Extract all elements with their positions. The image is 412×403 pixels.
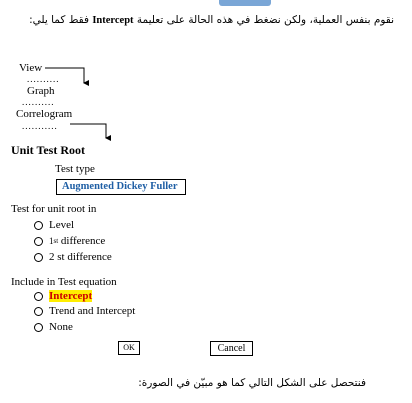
radio-intercept[interactable] (34, 290, 92, 302)
radio-second-difference[interactable] (34, 251, 112, 263)
radio-level-label: Level (49, 219, 75, 231)
menu-dots-3: ........... (22, 121, 58, 131)
include-label: Include in Test equation (11, 276, 117, 288)
radio-none-label: None (49, 321, 73, 333)
ok-button[interactable]: OK (118, 341, 140, 355)
intro-after: فقط كما يلي: (29, 14, 89, 26)
test-type-label: Test type (55, 163, 95, 175)
menu-dots-1: .......... (27, 74, 60, 84)
outro-paragraph: فنتحصل على الشكل التالي كما هو مبيّن في الصورة: (138, 377, 366, 389)
cancel-button[interactable]: Cancel (210, 341, 253, 356)
first-diff-label: difference (60, 235, 106, 247)
intro-before: نقوم بنفس العملية، ولكن نضغط في هذه الحالة على تعليمة (136, 14, 394, 26)
first-diff-sup: st (53, 237, 59, 245)
arrow-correlogram (70, 124, 106, 138)
menu-correlogram[interactable]: Correlogram (16, 108, 73, 120)
menu-view[interactable]: View (19, 62, 43, 74)
dialog-title: Unit Test Root (11, 143, 86, 157)
radio-trend-intercept-label: Trend and Intercept (49, 305, 136, 317)
menu-dots-2: .......... (22, 97, 55, 107)
radio-circle-icon (34, 292, 43, 301)
radio-level[interactable] (34, 219, 74, 231)
radio-circle-icon (34, 253, 43, 262)
arrow-view-graph (45, 68, 84, 83)
radio-intercept-label: Intercept (49, 290, 93, 302)
radio-circle-icon (34, 221, 43, 230)
radio-none[interactable] (34, 321, 73, 333)
radio-trend-intercept[interactable] (34, 305, 135, 317)
first-diff-number: 1 (49, 236, 54, 246)
radio-first-difference[interactable] (34, 235, 105, 247)
unit-root-label: Test for unit root in (11, 203, 97, 215)
menu-graph[interactable]: Graph (27, 85, 55, 97)
intro-keyword: Intercept (92, 15, 134, 26)
radio-circle-icon (34, 307, 43, 316)
radio-circle-icon (34, 237, 43, 246)
radio-circle-icon (34, 323, 43, 332)
test-type-select[interactable]: Augmented Dickey Fuller (56, 179, 186, 195)
second-diff-label: 2 st difference (49, 251, 112, 263)
